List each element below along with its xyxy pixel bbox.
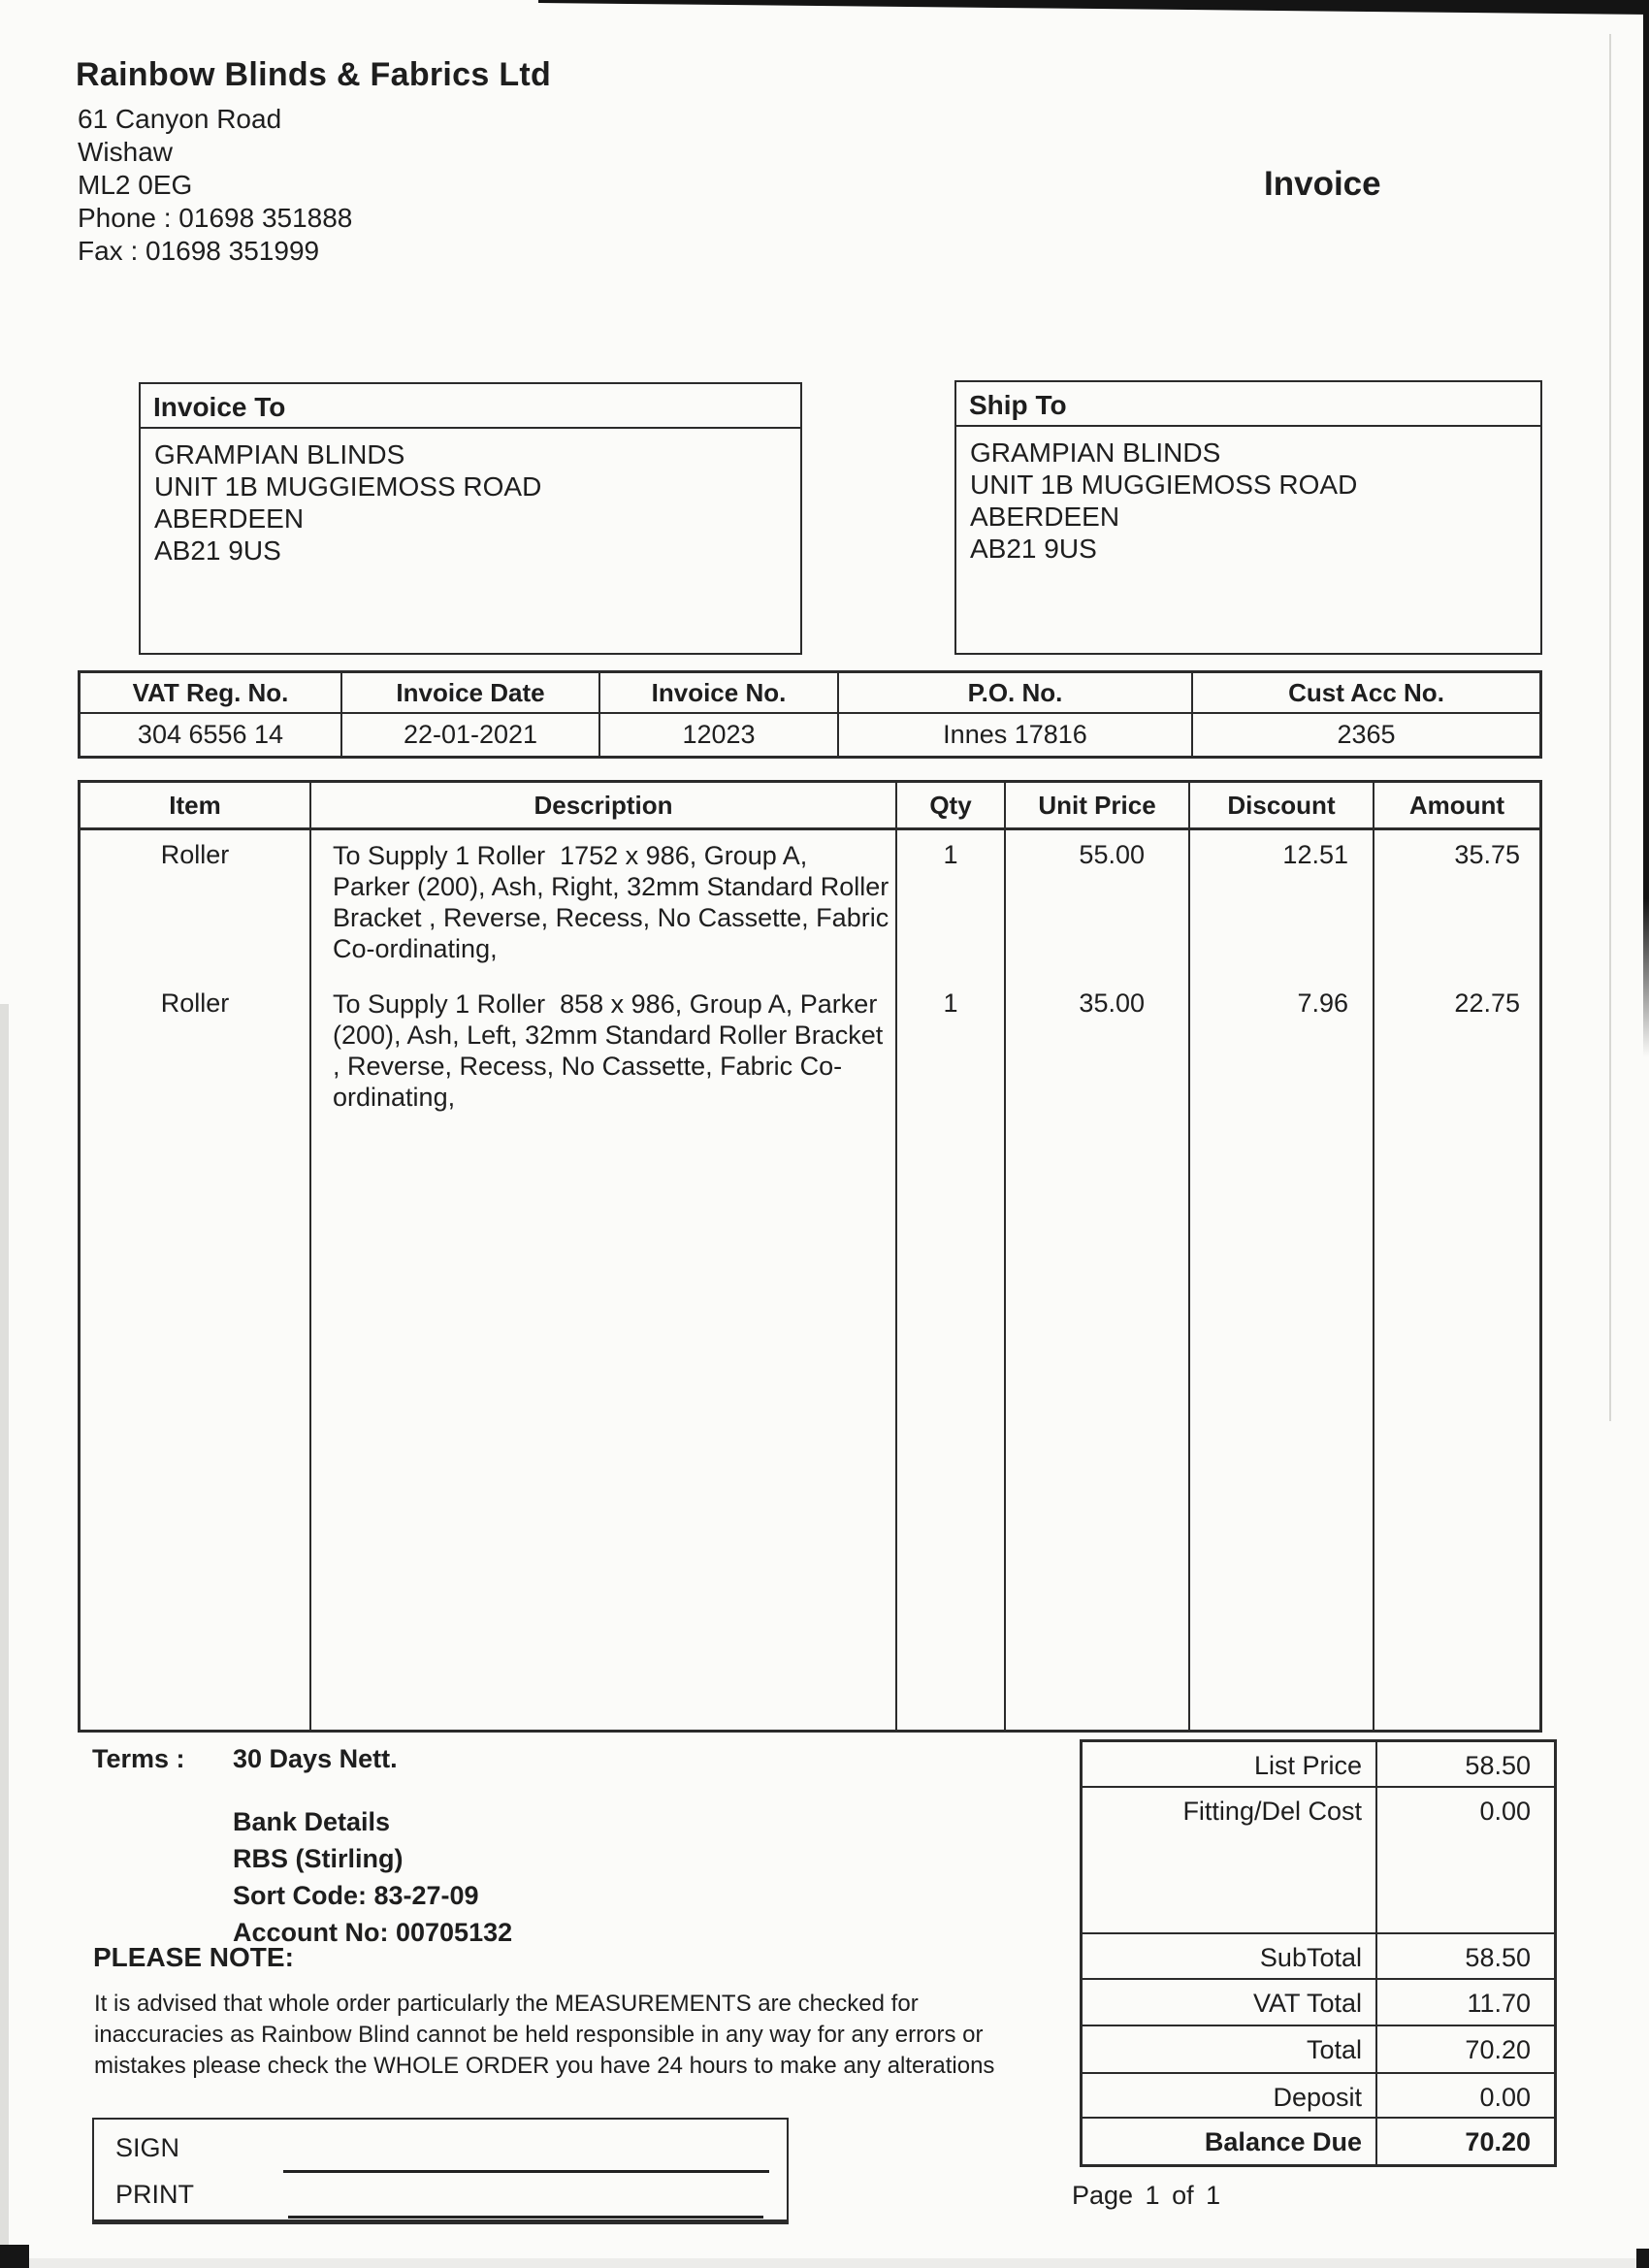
note-body	[94, 1989, 1054, 2082]
invoice-to-line: UNIT 1B MUGGIEMOSS ROAD	[154, 471, 542, 502]
column-header-amount: Amount	[1374, 783, 1539, 830]
meta-value-po-no: Innes 17816	[943, 720, 1087, 749]
totals-row-vat-total	[1083, 1980, 1554, 2026]
totals-value: 0.00	[1479, 2083, 1531, 2112]
page-indicator: Page 1 of 1	[1072, 2181, 1221, 2210]
ship-to-line: UNIT 1B MUGGIEMOSS ROAD	[970, 470, 1358, 500]
ship-to-label: Ship To	[956, 382, 1540, 427]
meta-value-vat-reg: 304 6556 14	[137, 720, 284, 749]
meta-header-vat-reg: VAT Reg. No.	[81, 673, 340, 714]
company-name: Rainbow Blinds & Fabrics Ltd	[76, 56, 552, 93]
description-line: ordinating,	[333, 1083, 456, 1112]
items-table	[78, 780, 1542, 1733]
meta-value-invoice-date: 22-01-2021	[403, 720, 538, 749]
meta-cell-po-no	[839, 673, 1193, 756]
bank-sort-code: Sort Code: 83-27-09	[233, 1881, 479, 1910]
totals-value: 70.20	[1465, 2035, 1531, 2064]
column-header-unit-price: Unit Price	[1006, 783, 1190, 830]
ship-to-line: GRAMPIAN BLINDS	[970, 437, 1221, 468]
note-line: It is advised that whole order particularly the MEASUREMENTS are checked for	[94, 1991, 919, 2017]
description-line: To Supply 1 Roller 858 x 986, Group A, Parker	[333, 989, 878, 1019]
document-title: Invoice	[1264, 165, 1381, 203]
meta-cell-invoice-no	[600, 673, 839, 756]
bank-account-no: Account No: 00705132	[233, 1918, 513, 1947]
invoice-to-box	[139, 382, 802, 655]
scan-artifact-bottom-left	[0, 2245, 29, 2268]
totals-label: Total	[1083, 2026, 1377, 2072]
scan-artifact-top-edge	[538, 0, 1649, 15]
invoice-to-line: GRAMPIAN BLINDS	[154, 439, 405, 470]
note-line: mistakes please check the WHOLE ORDER you have 24 hours to make any alterations	[94, 2053, 995, 2079]
bank-details-heading: Bank Details	[233, 1807, 391, 1836]
discount-cell: 12.51	[1190, 830, 1374, 979]
unit-price-cell: 55.00	[1006, 830, 1190, 979]
ship-to-address	[956, 427, 1540, 565]
totals-row-deposit	[1083, 2074, 1554, 2119]
totals-row-balance-due	[1083, 2119, 1554, 2164]
amount-cell: 22.75	[1454, 988, 1520, 1018]
ship-to-line: AB21 9US	[970, 534, 1097, 564]
company-fax: Fax : 01698 351999	[78, 236, 320, 266]
totals-value: 0.00	[1479, 1797, 1531, 1826]
invoice-to-line: ABERDEEN	[154, 503, 305, 534]
discount-cell: 7.96	[1190, 979, 1374, 1730]
signature-box	[92, 2118, 789, 2224]
meta-cell-vat-reg	[81, 673, 342, 756]
column-header-qty: Qty	[897, 783, 1006, 830]
qty-cell: 1	[897, 979, 1006, 1730]
totals-row-subtotal	[1083, 1934, 1554, 1980]
company-address-line: ML2 0EG	[78, 170, 193, 200]
scan-artifact-bottom-right	[1636, 2249, 1649, 2268]
invoice-to-line: AB21 9US	[154, 535, 281, 566]
sign-line	[283, 2170, 769, 2173]
column-header-item: Item	[81, 783, 311, 830]
totals-label: List Price	[1083, 1742, 1377, 1786]
totals-label: Balance Due	[1083, 2119, 1377, 2164]
company-address-line: Wishaw	[78, 137, 174, 167]
note-line: inaccuracies as Rainbow Blind cannot be held responsible in any way for any errors or	[94, 2022, 984, 2048]
print-line	[288, 2216, 763, 2219]
company-address-line: 61 Canyon Road	[78, 104, 282, 134]
column-header-discount: Discount	[1190, 783, 1374, 830]
description-line: , Reverse, Recess, No Cassette, Fabric Co-	[333, 1052, 843, 1081]
terms-value: 30 Days Nett.	[233, 1744, 398, 1773]
bank-name: RBS (Stirling)	[233, 1844, 404, 1873]
meta-cell-cust-acc	[1193, 673, 1539, 756]
meta-header-po-no: P.O. No.	[839, 673, 1191, 714]
totals-row-total	[1083, 2026, 1554, 2074]
company-address	[78, 103, 352, 268]
invoice-to-address	[141, 429, 800, 567]
bank-details	[233, 1803, 512, 1951]
invoice-to-label: Invoice To	[141, 384, 800, 429]
scan-artifact-right-edge	[1643, 0, 1649, 1057]
scan-artifact-page-edge	[1609, 34, 1611, 1421]
amount-cell: 35.75	[1454, 840, 1520, 869]
totals-table	[1080, 1739, 1557, 2167]
column-header-description: Description	[311, 783, 897, 830]
meta-value-invoice-no: 12023	[682, 720, 756, 749]
invoice-meta-table	[78, 670, 1542, 759]
totals-value: 58.50	[1465, 1943, 1531, 1972]
meta-cell-invoice-date	[342, 673, 600, 756]
totals-value: 11.70	[1467, 1989, 1531, 2018]
totals-row-fitting-del-cost	[1083, 1788, 1554, 1934]
description-cell	[311, 830, 897, 979]
description-line: Bracket , Reverse, Recess, No Cassette, Fabric	[333, 903, 889, 932]
description-line: Parker (200), Ash, Right, 32mm Standard Roller	[333, 872, 889, 901]
company-phone: Phone : 01698 351888	[78, 203, 353, 233]
terms-label: Terms :	[92, 1744, 185, 1773]
item-cell: Roller	[81, 979, 311, 1730]
description-line: Co-ordinating,	[333, 934, 498, 963]
description-cell	[311, 979, 897, 1730]
totals-row-list-price	[1083, 1742, 1554, 1788]
print-label: PRINT	[115, 2180, 194, 2209]
scan-artifact-left-edge	[0, 1004, 9, 2268]
sign-label: SIGN	[115, 2133, 180, 2162]
meta-header-invoice-date: Invoice Date	[342, 673, 598, 714]
description-line: (200), Ash, Left, 32mm Standard Roller Bracket	[333, 1021, 884, 1050]
ship-to-line: ABERDEEN	[970, 502, 1120, 532]
unit-price-cell: 35.00	[1006, 979, 1190, 1730]
description-line: To Supply 1 Roller 1752 x 986, Group A,	[333, 841, 808, 870]
scan-artifact-bottom-edge	[29, 2258, 1636, 2268]
totals-label: SubTotal	[1083, 1934, 1377, 1978]
meta-header-cust-acc: Cust Acc No.	[1193, 673, 1539, 714]
qty-cell: 1	[897, 830, 1006, 979]
ship-to-box	[954, 380, 1542, 655]
totals-label: Deposit	[1083, 2074, 1377, 2117]
meta-value-cust-acc: 2365	[1337, 720, 1396, 749]
note-heading: PLEASE NOTE:	[93, 1942, 294, 1972]
totals-label: Fitting/Del Cost	[1083, 1788, 1377, 1932]
totals-label: VAT Total	[1083, 1980, 1377, 2025]
meta-header-invoice-no: Invoice No.	[600, 673, 837, 714]
totals-value: 70.20	[1465, 2127, 1531, 2156]
totals-value: 58.50	[1465, 1751, 1531, 1780]
item-cell: Roller	[81, 830, 311, 979]
